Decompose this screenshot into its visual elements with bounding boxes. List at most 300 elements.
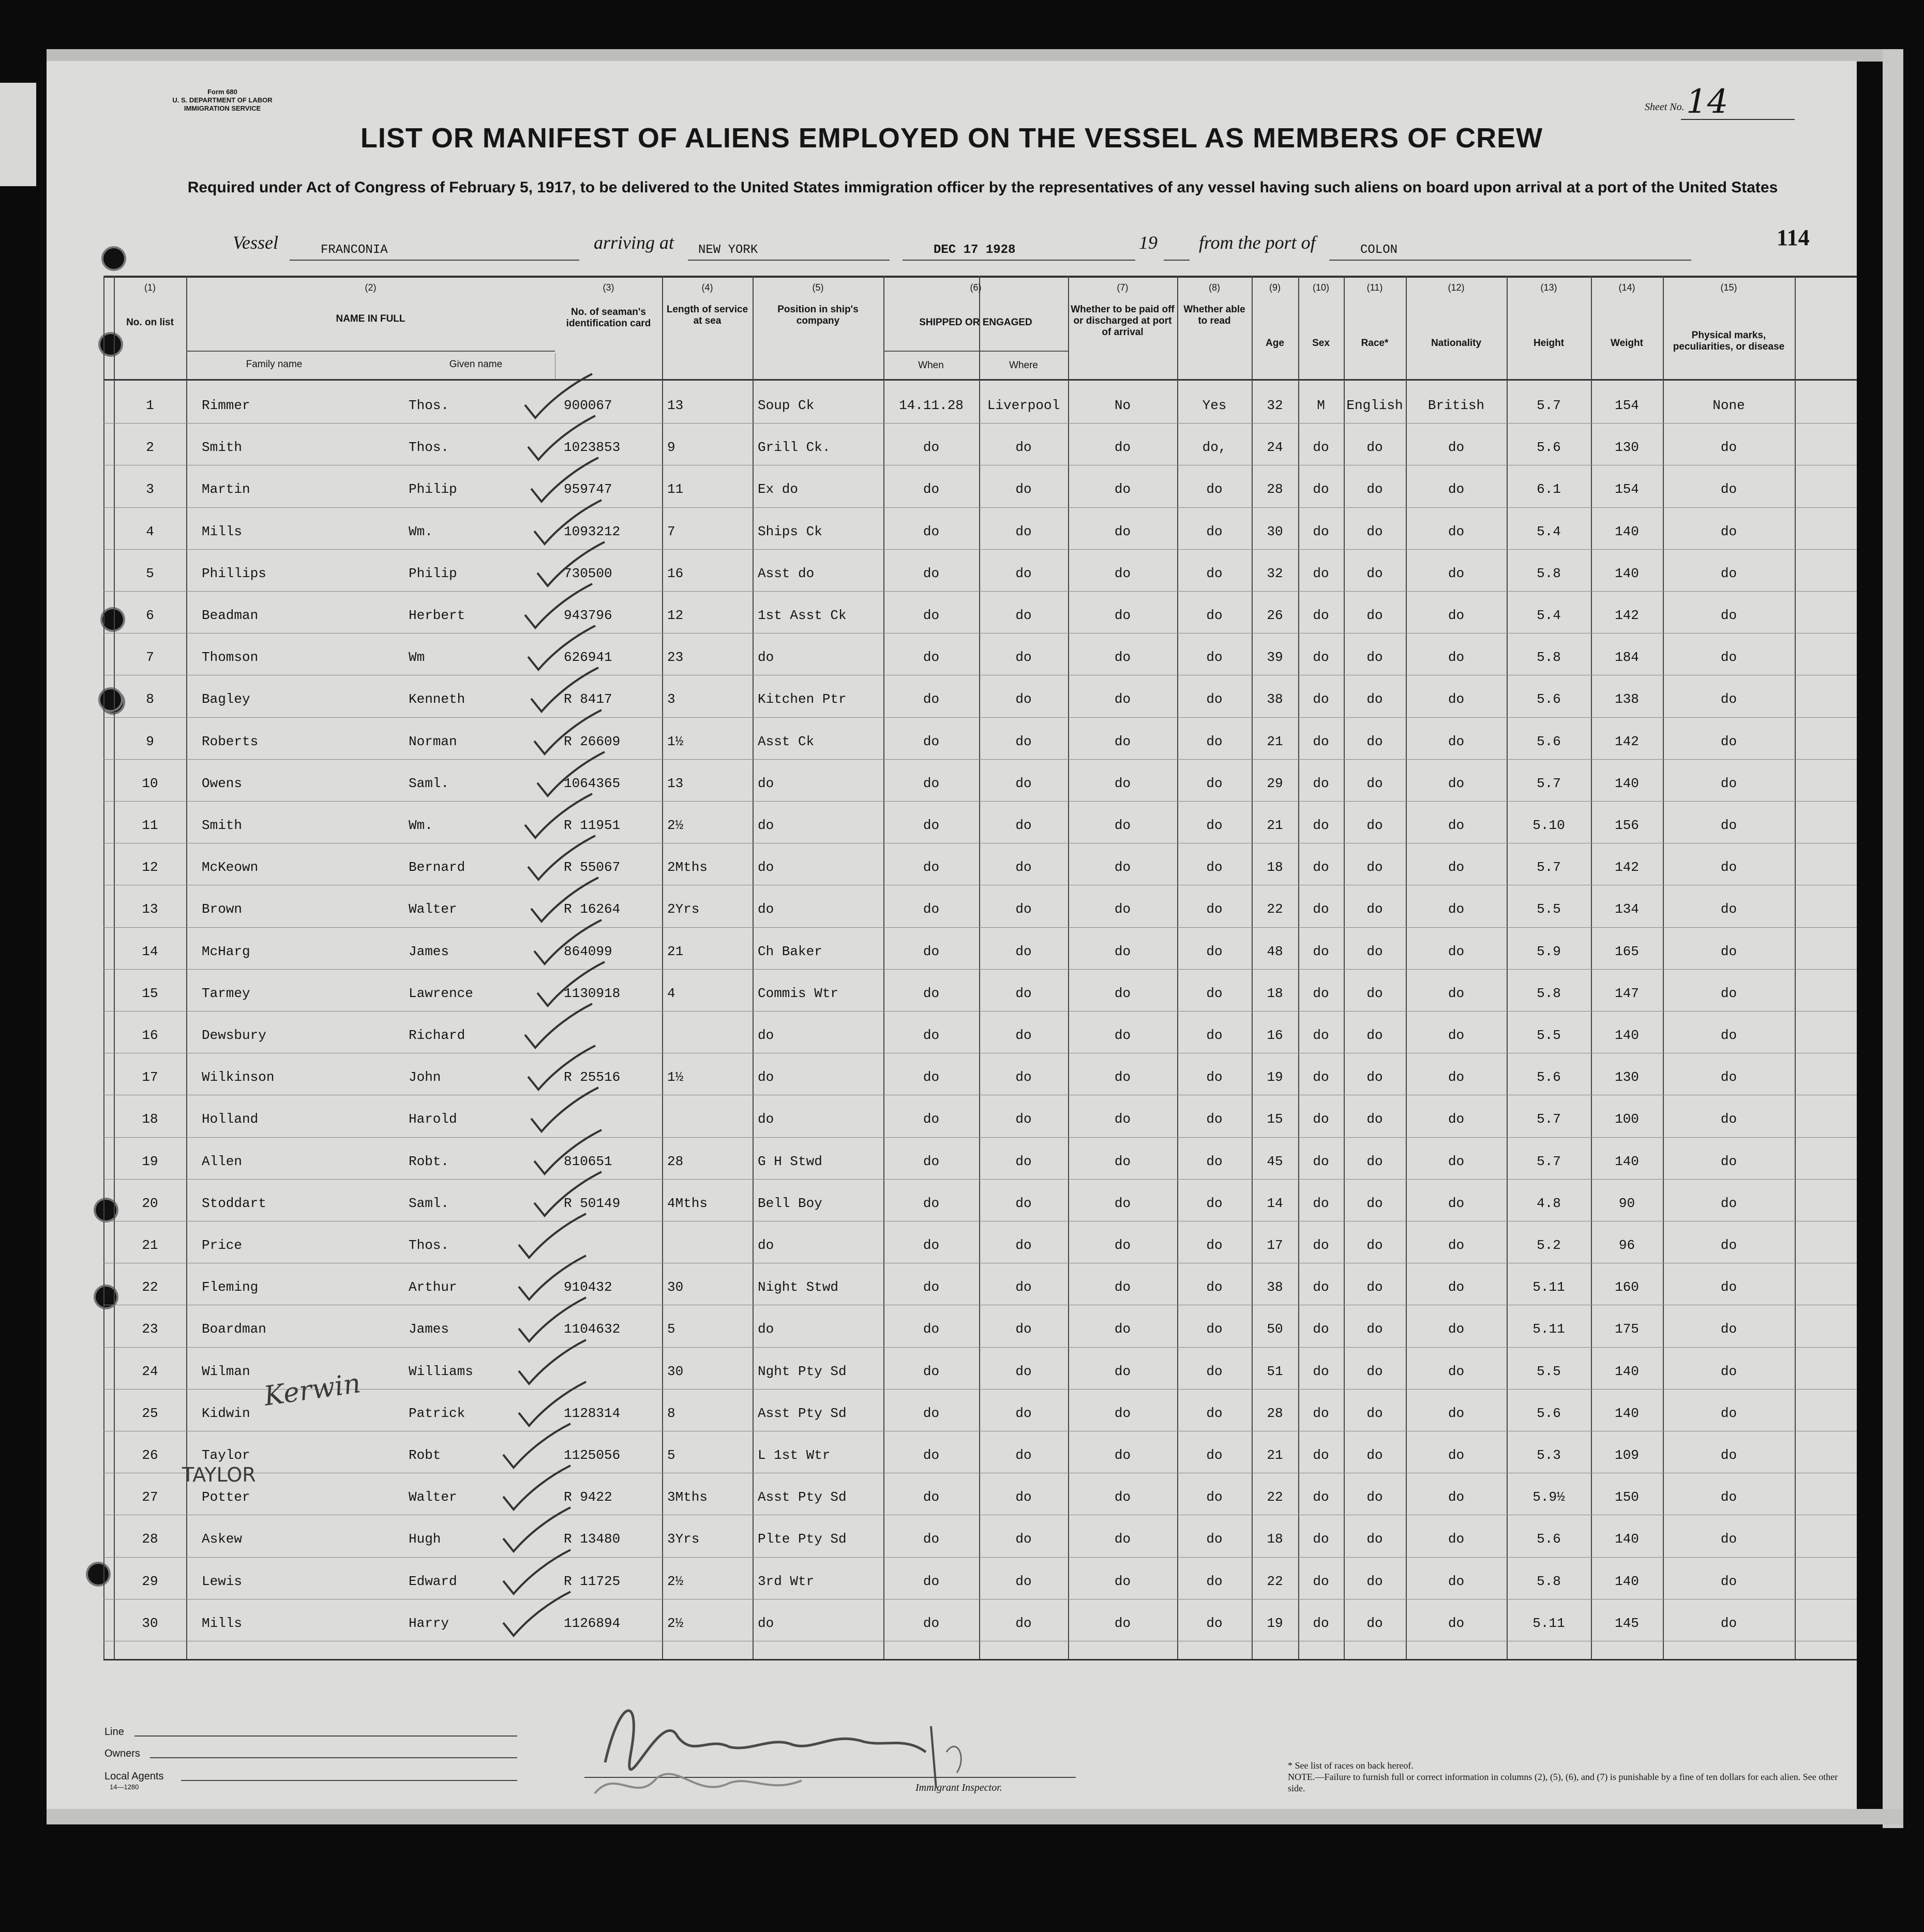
col-race-cell: do: [1366, 1363, 1383, 1379]
col-height-cell: 5.6: [1537, 1405, 1561, 1421]
col-family-cell: Owens: [202, 775, 243, 791]
col-paidoff-cell: do: [1114, 608, 1131, 623]
col-given-cell: Kenneth: [409, 691, 465, 707]
col-age-cell: 17: [1267, 1237, 1283, 1253]
col-read-cell: do: [1206, 1111, 1223, 1127]
col-weight-cell: 184: [1615, 650, 1639, 666]
column-header: Physical marks, peculiarities, or disease: [1673, 330, 1785, 352]
column-number: (6): [970, 282, 982, 293]
col-height-cell: 5.9½: [1532, 1489, 1565, 1505]
vessel-label: Vessel: [233, 232, 278, 253]
column-header: Whether to be paid off or discharged at port of arrival: [1071, 304, 1175, 338]
col-physical-cell: do: [1720, 523, 1737, 539]
column-header: SHIPPED OR ENGAGED: [919, 317, 1032, 328]
col-weight-cell: 140: [1615, 1028, 1639, 1043]
column-header: Position in ship's company: [777, 304, 859, 326]
col-age-cell: 22: [1267, 1489, 1283, 1505]
col-given-cell: Herbert: [409, 608, 465, 623]
top-edge-strip: [47, 49, 1903, 62]
col-service-cell: 7: [667, 523, 675, 539]
row-rule: [103, 1347, 1857, 1348]
column-header: Weight: [1611, 338, 1643, 349]
col-when-cell: do: [923, 1531, 940, 1547]
column-number: (10): [1312, 282, 1329, 293]
col-when-cell: do: [923, 1615, 940, 1631]
col-card-cell: R 11951: [564, 818, 621, 833]
col-no-cell: 15: [142, 985, 158, 1001]
col-read-cell: do: [1206, 1069, 1223, 1085]
col-position-cell: Nght Pty Sd: [758, 1363, 847, 1379]
col-family-cell: Fleming: [202, 1279, 259, 1295]
subheader-where: Where: [1009, 360, 1038, 371]
col-given-cell: Patrick: [409, 1405, 465, 1421]
col-card-cell: 959747: [564, 481, 612, 497]
col-paidoff-cell: do: [1114, 1489, 1131, 1505]
col-height-cell: 5.11: [1532, 1615, 1565, 1631]
col-no-cell: 10: [142, 775, 158, 791]
col-given-cell: Wm.: [409, 523, 433, 539]
col-given-cell: Lawrence: [409, 985, 473, 1001]
col-given-cell: James: [409, 943, 449, 959]
col-physical-cell: do: [1720, 818, 1737, 833]
col-nationality-cell: do: [1448, 1531, 1465, 1547]
col-weight-cell: 109: [1615, 1447, 1639, 1463]
col-paidoff-cell: do: [1114, 1279, 1131, 1295]
punch-hole: [88, 1564, 109, 1584]
col-age-cell: 18: [1267, 1531, 1283, 1547]
col-weight-cell: 100: [1615, 1111, 1639, 1127]
col-no-cell: 30: [142, 1615, 158, 1631]
col-physical-cell: do: [1720, 608, 1737, 623]
col-read-cell: do: [1206, 1405, 1223, 1421]
col-race-cell: do: [1366, 1028, 1383, 1043]
row-rule: [103, 1011, 1857, 1012]
col-paidoff-cell: do: [1114, 523, 1131, 539]
col-no-cell: 18: [142, 1111, 158, 1127]
subheader-when: When: [918, 360, 944, 371]
sheet-number-value: 14: [1686, 83, 1728, 121]
col-nationality-cell: do: [1448, 1195, 1465, 1211]
col-service-cell: 13: [667, 775, 684, 791]
races-note: * See list of races on back hereof.: [1288, 1760, 1414, 1771]
col-nationality-cell: British: [1427, 398, 1485, 413]
col-weight-cell: 96: [1618, 1237, 1635, 1253]
col-card-cell: R 13480: [564, 1531, 621, 1547]
col-where-cell: do: [1015, 1069, 1032, 1085]
col-service-cell: 3Yrs: [667, 1531, 700, 1547]
col-height-cell: 5.2: [1537, 1237, 1561, 1253]
col-where-cell: do: [1015, 859, 1032, 876]
col-age-cell: 50: [1267, 1321, 1283, 1337]
arriving-label: arriving at: [594, 232, 674, 253]
col-given-cell: Wm: [409, 650, 425, 666]
col-sex-cell: M: [1317, 398, 1325, 413]
col-position-cell: 1st Asst Ck: [758, 608, 847, 623]
col-sex-cell: do: [1313, 1405, 1329, 1421]
col-read-cell: do: [1206, 775, 1223, 791]
col-family-cell: Martin: [202, 481, 250, 497]
row-rule: [103, 423, 1857, 424]
row-rule: [103, 717, 1857, 718]
col-given-cell: Williams: [409, 1363, 473, 1379]
col-race-cell: do: [1366, 859, 1383, 876]
col-physical-cell: do: [1720, 691, 1737, 707]
col-where-cell: do: [1015, 1489, 1032, 1505]
col-height-cell: 5.3: [1537, 1447, 1561, 1463]
col-when-cell: do: [923, 1405, 940, 1421]
col-weight-cell: 140: [1615, 1153, 1639, 1169]
col-service-cell: 16: [667, 565, 684, 581]
from-port: COLON: [1360, 243, 1398, 257]
col-sex-cell: do: [1313, 1279, 1329, 1295]
col-race-cell: do: [1366, 1531, 1383, 1547]
col-service-cell: 2Yrs: [667, 901, 700, 917]
col-given-cell: Saml.: [409, 775, 449, 791]
check-mark: [493, 1587, 576, 1649]
column-header: Race*: [1361, 338, 1389, 349]
col-height-cell: 6.1: [1537, 481, 1561, 497]
col-position-cell: Bell Boy: [758, 1195, 822, 1211]
col-paidoff-cell: do: [1114, 565, 1131, 581]
col-card-cell: 1126894: [564, 1615, 621, 1631]
col-age-cell: 15: [1267, 1111, 1283, 1127]
column-header: NAME IN FULL: [336, 313, 405, 324]
col-no-cell: 16: [142, 1028, 158, 1043]
col-family-cell: Bagley: [202, 691, 250, 707]
col-when-cell: do: [923, 691, 940, 707]
col-paidoff-cell: do: [1114, 1195, 1131, 1211]
col-no-cell: 21: [142, 1237, 158, 1253]
col-card-cell: 626941: [564, 650, 612, 666]
col-height-cell: 5.11: [1532, 1279, 1565, 1295]
col-position-cell: do: [758, 818, 774, 833]
col-age-cell: 18: [1267, 985, 1283, 1001]
col-weight-cell: 130: [1615, 440, 1639, 456]
col-no-cell: 7: [146, 650, 154, 666]
col-weight-cell: 142: [1615, 733, 1639, 749]
col-when-cell: do: [923, 901, 940, 917]
name-subheader-line: [186, 351, 555, 352]
column-header: No. of seaman's identification card: [566, 307, 651, 329]
column-number: (8): [1209, 282, 1220, 293]
col-where-cell: do: [1015, 1111, 1032, 1127]
col-position-cell: Asst Pty Sd: [758, 1489, 847, 1505]
col-family-cell: Askew: [202, 1531, 243, 1547]
col-when-cell: do: [923, 1447, 940, 1463]
col-physical-cell: do: [1720, 901, 1737, 917]
col-read-cell: do: [1206, 733, 1223, 749]
page-title: LIST OR MANIFEST OF ALIENS EMPLOYED ON THE VESSEL AS MEMBERS OF CREW: [360, 123, 1543, 154]
col-age-cell: 24: [1267, 440, 1283, 456]
col-service-cell: 2½: [667, 818, 684, 833]
col-sex-cell: do: [1313, 523, 1329, 539]
col-height-cell: 5.9: [1537, 943, 1561, 959]
col-nationality-cell: do: [1448, 650, 1465, 666]
col-when-cell: do: [923, 565, 940, 581]
col-card-cell: 1064365: [564, 775, 621, 791]
line-field: [134, 1735, 517, 1737]
col-age-cell: 19: [1267, 1069, 1283, 1085]
col-nationality-cell: do: [1448, 1489, 1465, 1505]
col-service-cell: 23: [667, 650, 684, 666]
penalty-note: NOTE.—Failure to furnish full or correct information in columns (2), (5), (6), and (7) is punishable by a fine of ten dollars for each alien. See other side.: [1288, 1772, 1838, 1793]
department-name: U. S. DEPARTMENT OF LABOR: [172, 96, 273, 104]
col-where-cell: do: [1015, 1195, 1032, 1211]
col-age-cell: 22: [1267, 901, 1283, 917]
column-header: No. on list: [126, 317, 174, 328]
col-card-cell: 943796: [564, 608, 612, 623]
col-position-cell: 3rd Wtr: [758, 1573, 815, 1589]
col-where-cell: do: [1015, 481, 1032, 497]
col-sex-cell: do: [1313, 565, 1329, 581]
arrival-port-field: [688, 243, 890, 261]
col-family-cell: McHarg: [202, 943, 250, 959]
col-service-cell: 11: [667, 481, 684, 497]
col-race-cell: do: [1366, 1237, 1383, 1253]
col-sex-cell: do: [1313, 608, 1329, 623]
col-read-cell: do: [1206, 1489, 1223, 1505]
col-when-cell: 14.11.28: [899, 398, 964, 413]
col-height-cell: 5.6: [1537, 691, 1561, 707]
col-race-cell: do: [1366, 481, 1383, 497]
col-where-cell: do: [1015, 943, 1032, 959]
col-height-cell: 5.7: [1537, 775, 1561, 791]
col-paidoff-cell: do: [1114, 1237, 1131, 1253]
col-card-cell: R 16264: [564, 901, 621, 917]
col-no-cell: 9: [146, 733, 154, 749]
col-age-cell: 38: [1267, 1279, 1283, 1295]
col-service-cell: 28: [667, 1153, 684, 1169]
col-physical-cell: do: [1720, 1489, 1737, 1505]
col-read-cell: do: [1206, 481, 1223, 497]
year-label: 19: [1139, 232, 1158, 253]
col-race-cell: do: [1366, 650, 1383, 666]
row-rule: [103, 1137, 1857, 1138]
col-where-cell: do: [1015, 901, 1032, 917]
col-physical-cell: do: [1720, 1028, 1737, 1043]
punch-hole: [96, 1200, 116, 1220]
col-no-cell: 17: [142, 1069, 158, 1085]
form-code: 14—1280: [110, 1783, 139, 1791]
col-read-cell: do: [1206, 650, 1223, 666]
col-position-cell: do: [758, 650, 774, 666]
col-sex-cell: do: [1313, 901, 1329, 917]
col-family-cell: Price: [202, 1237, 243, 1253]
col-age-cell: 48: [1267, 943, 1283, 959]
col-position-cell: do: [758, 1069, 774, 1085]
col-given-cell: Walter: [409, 901, 457, 917]
col-when-cell: do: [923, 608, 940, 623]
col-nationality-cell: do: [1448, 691, 1465, 707]
col-height-cell: 5.7: [1537, 398, 1561, 413]
col-family-cell: Wilkinson: [202, 1069, 275, 1085]
col-given-cell: Richard: [409, 1028, 465, 1043]
col-family-cell: Allen: [202, 1153, 243, 1169]
col-position-cell: Kitchen Ptr: [758, 691, 847, 707]
col-physical-cell: do: [1720, 1279, 1737, 1295]
col-read-cell: do: [1206, 943, 1223, 959]
col-when-cell: do: [923, 1028, 940, 1043]
col-card-cell: R 11725: [564, 1573, 621, 1589]
col-given-cell: John: [409, 1069, 441, 1085]
col-given-cell: Harry: [409, 1615, 449, 1631]
col-nationality-cell: do: [1448, 859, 1465, 876]
form-number: Form 680: [207, 88, 237, 96]
bottom-edge-strip: [47, 1809, 1903, 1824]
col-given-cell: Hugh: [409, 1531, 441, 1547]
col-physical-cell: do: [1720, 1363, 1737, 1379]
row-rule: [103, 927, 1857, 928]
col-sex-cell: do: [1313, 650, 1329, 666]
col-no-cell: 19: [142, 1153, 158, 1169]
col-service-cell: 30: [667, 1279, 684, 1295]
col-height-cell: 5.7: [1537, 859, 1561, 876]
col-family-cell: Wilman: [202, 1363, 250, 1379]
col-age-cell: 28: [1267, 1405, 1283, 1421]
col-weight-cell: 142: [1615, 859, 1639, 876]
col-physical-cell: do: [1720, 1321, 1737, 1337]
col-position-cell: Ships Ck: [758, 523, 822, 539]
col-race-cell: do: [1366, 985, 1383, 1001]
col-where-cell: do: [1015, 1028, 1032, 1043]
col-physical-cell: do: [1720, 440, 1737, 456]
col-physical-cell: do: [1720, 943, 1737, 959]
row-rule: [103, 801, 1857, 802]
row-rule: [103, 1389, 1857, 1390]
col-given-cell: Thos.: [409, 398, 449, 413]
inspector-label: Immigrant Inspector.: [915, 1782, 1002, 1793]
column-number: (11): [1366, 282, 1383, 293]
col-nationality-cell: do: [1448, 1028, 1465, 1043]
col-height-cell: 5.5: [1537, 1028, 1561, 1043]
col-when-cell: do: [923, 1195, 940, 1211]
col-nationality-cell: do: [1448, 608, 1465, 623]
form-identifier: [145, 88, 300, 113]
col-when-cell: do: [923, 1321, 940, 1337]
column-number: (14): [1618, 282, 1635, 293]
col-physical-cell: do: [1720, 1195, 1737, 1211]
col-physical-cell: do: [1720, 859, 1737, 876]
year-field: [1164, 243, 1190, 261]
col-age-cell: 21: [1267, 818, 1283, 833]
col-read-cell: do: [1206, 1363, 1223, 1379]
subheader-family-name: Family name: [246, 359, 303, 370]
col-when-cell: do: [923, 1489, 940, 1505]
col-service-cell: 4: [667, 985, 675, 1001]
col-read-cell: do: [1206, 901, 1223, 917]
col-position-cell: do: [758, 1237, 774, 1253]
col-height-cell: 5.11: [1532, 1321, 1565, 1337]
col-family-cell: Kidwin: [202, 1405, 250, 1421]
col-where-cell: do: [1015, 733, 1032, 749]
owners-label: Owners: [104, 1748, 140, 1759]
col-position-cell: Night Stwd: [758, 1279, 839, 1295]
col-physical-cell: do: [1720, 733, 1737, 749]
shipped-subheader-line: [883, 351, 1068, 352]
col-family-cell: Thomson: [202, 650, 259, 666]
col-read-cell: do: [1206, 1279, 1223, 1295]
col-read-cell: do: [1206, 859, 1223, 876]
col-physical-cell: do: [1720, 1153, 1737, 1169]
col-age-cell: 39: [1267, 650, 1283, 666]
col-where-cell: do: [1015, 818, 1032, 833]
col-read-cell: do: [1206, 565, 1223, 581]
col-family-cell: Beadman: [202, 608, 259, 623]
col-read-cell: do: [1206, 985, 1223, 1001]
col-family-cell: Stoddart: [202, 1195, 266, 1211]
col-when-cell: do: [923, 985, 940, 1001]
col-no-cell: 28: [142, 1531, 158, 1547]
col-age-cell: 38: [1267, 691, 1283, 707]
service-name: IMMIGRATION SERVICE: [184, 104, 261, 112]
col-age-cell: 28: [1267, 481, 1283, 497]
col-nationality-cell: do: [1448, 440, 1465, 456]
col-weight-cell: 154: [1615, 398, 1639, 413]
col-race-cell: do: [1366, 1195, 1383, 1211]
column-header: Length of service at sea: [666, 304, 748, 326]
col-where-cell: do: [1015, 985, 1032, 1001]
col-given-cell: Edward: [409, 1573, 457, 1589]
col-nationality-cell: do: [1448, 775, 1465, 791]
col-family-cell: Boardman: [202, 1321, 266, 1337]
col-race-cell: do: [1366, 1573, 1383, 1589]
column-divider: [1795, 276, 1796, 1659]
page-number: 114: [1777, 225, 1810, 250]
column-header: Nationality: [1431, 338, 1482, 349]
col-sex-cell: do: [1313, 1447, 1329, 1463]
col-age-cell: 18: [1267, 859, 1283, 876]
col-sex-cell: do: [1313, 1111, 1329, 1127]
col-where-cell: do: [1015, 1321, 1032, 1337]
col-race-cell: do: [1366, 818, 1383, 833]
col-height-cell: 5.5: [1537, 1363, 1561, 1379]
col-age-cell: 14: [1267, 1195, 1283, 1211]
col-paidoff-cell: do: [1114, 1573, 1131, 1589]
col-paidoff-cell: do: [1114, 901, 1131, 917]
col-race-cell: do: [1366, 1111, 1383, 1127]
column-divider: [186, 276, 187, 1659]
col-paidoff-cell: do: [1114, 818, 1131, 833]
col-height-cell: 5.7: [1537, 1153, 1561, 1169]
col-when-cell: do: [923, 523, 940, 539]
col-paidoff-cell: do: [1114, 691, 1131, 707]
col-sex-cell: do: [1313, 1573, 1329, 1589]
from-port-field: [1329, 243, 1691, 261]
col-height-cell: 5.6: [1537, 440, 1561, 456]
col-no-cell: 1: [146, 398, 154, 413]
col-weight-cell: 154: [1615, 481, 1639, 497]
col-nationality-cell: do: [1448, 1573, 1465, 1589]
col-service-cell: 2½: [667, 1573, 684, 1589]
col-service-cell: 4Mths: [667, 1195, 708, 1211]
col-family-cell: Mills: [202, 523, 243, 539]
owners-field: [150, 1757, 517, 1758]
col-nationality-cell: do: [1448, 1363, 1465, 1379]
col-no-cell: 4: [146, 523, 154, 539]
row-rule: [103, 759, 1857, 760]
line-label: Line: [104, 1726, 124, 1738]
col-when-cell: do: [923, 818, 940, 833]
col-weight-cell: 140: [1615, 1363, 1639, 1379]
col-service-cell: 1½: [667, 1069, 684, 1085]
col-read-cell: do: [1206, 1615, 1223, 1631]
col-sex-cell: do: [1313, 481, 1329, 497]
col-height-cell: 4.8: [1537, 1195, 1561, 1211]
col-sex-cell: do: [1313, 985, 1329, 1001]
col-paidoff-cell: do: [1114, 1321, 1131, 1337]
column-number: (7): [1117, 282, 1129, 293]
col-weight-cell: 140: [1615, 1573, 1639, 1589]
